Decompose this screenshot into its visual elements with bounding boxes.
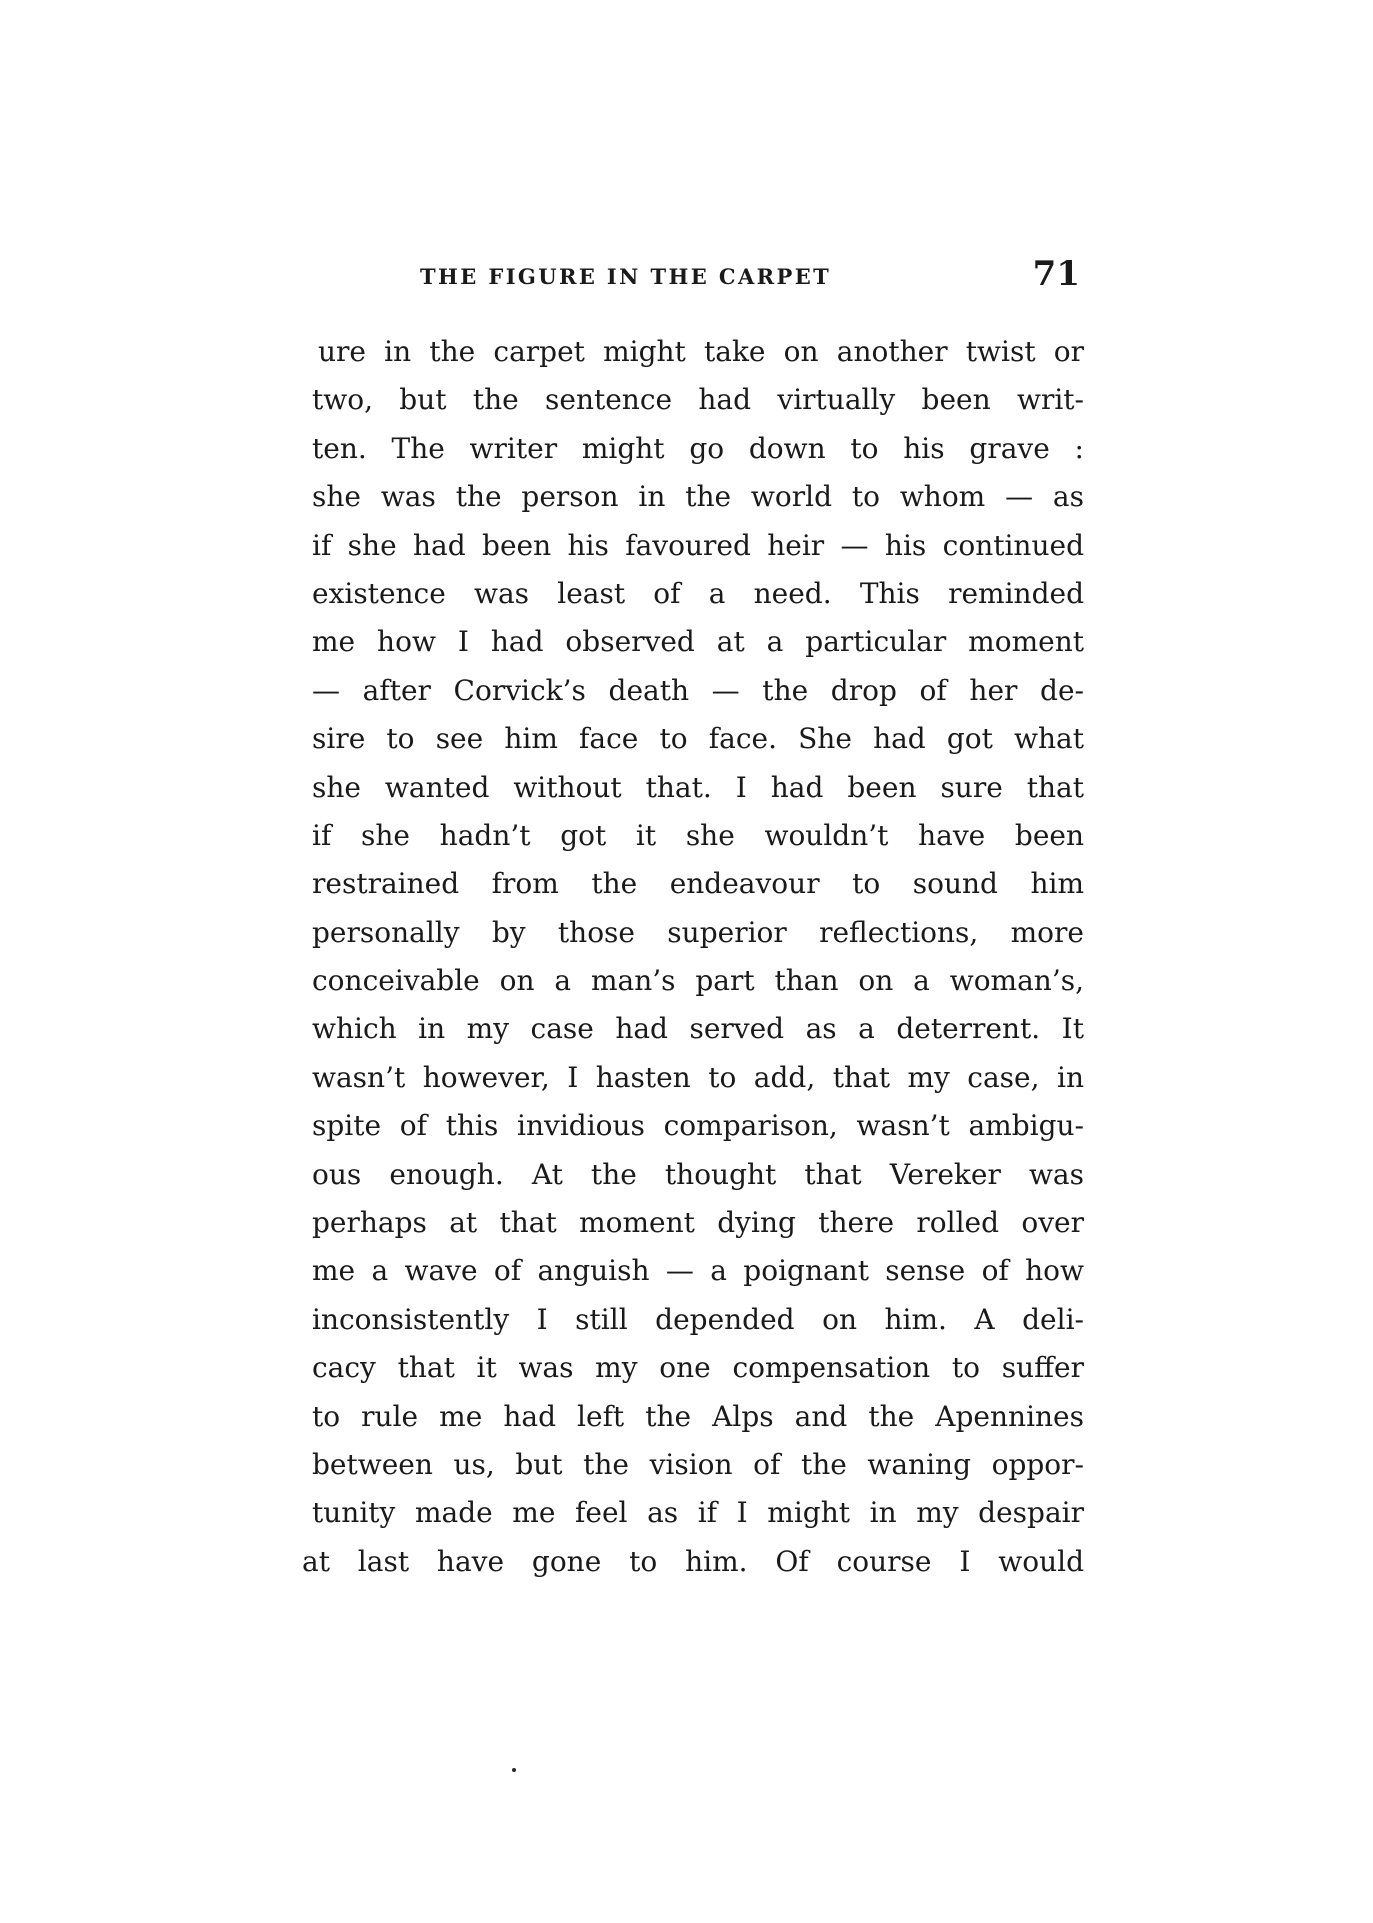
text-line: tunity made me feel as if I might in my despair <box>312 1496 1084 1530</box>
text-line: at last have gone to him. Of course I would <box>302 1544 1084 1578</box>
text-line: ure in the carpet might take on another twist or <box>318 335 1084 368</box>
text-line: existence was least of a need. This reminded <box>312 576 1084 610</box>
text-line: — after Corvick’s death — the drop of her de- <box>312 673 1084 707</box>
text-line: me how I had observed at a particular moment <box>312 625 1084 659</box>
text-line: ous enough. At the thought that Vereker was <box>312 1157 1084 1191</box>
text-line: spite of this invidious comparison, wasn’t ambigu- <box>312 1109 1084 1143</box>
ink-speck <box>512 1768 516 1772</box>
text-line: two, but the sentence had virtually been writ- <box>312 383 1084 417</box>
body-text <box>302 328 1084 1586</box>
text-line: if she had been his favoured heir — his continued <box>312 528 1084 562</box>
text-line: she wanted without that. I had been sure that <box>312 770 1084 804</box>
text-line: inconsistently I still depended on him. A deli- <box>312 1302 1084 1336</box>
page-number: 71 <box>1032 254 1080 294</box>
text-line: which in my case had served as a deterrent. It <box>312 1012 1084 1046</box>
text-line: between us, but the vision of the waning oppor- <box>312 1447 1084 1481</box>
text-line: she was the person in the world to whom — as <box>312 480 1084 514</box>
text-line: cacy that it was my one compensation to suffer <box>312 1351 1084 1385</box>
text-line: me a wave of anguish — a poignant sense of how <box>312 1254 1084 1288</box>
text-line: to rule me had left the Alps and the Apennines <box>312 1399 1084 1433</box>
text-line: perhaps at that moment dying there rolled over <box>312 1206 1084 1240</box>
text-line: if she hadn’t got it she wouldn’t have been <box>312 818 1084 852</box>
running-title: THE FIGURE IN THE CARPET <box>420 264 832 289</box>
text-line: ten. The writer might go down to his grave : <box>312 431 1084 465</box>
text-line: personally by those superior reflections, more <box>312 915 1084 949</box>
text-line: sire to see him face to face. She had got what <box>312 722 1084 756</box>
text-line: wasn’t however, I hasten to add, that my case, in <box>312 1060 1084 1094</box>
text-line: conceivable on a man’s part than on a woman’s, <box>312 964 1084 998</box>
text-line: restrained from the endeavour to sound him <box>312 867 1084 901</box>
running-head <box>300 256 1100 300</box>
